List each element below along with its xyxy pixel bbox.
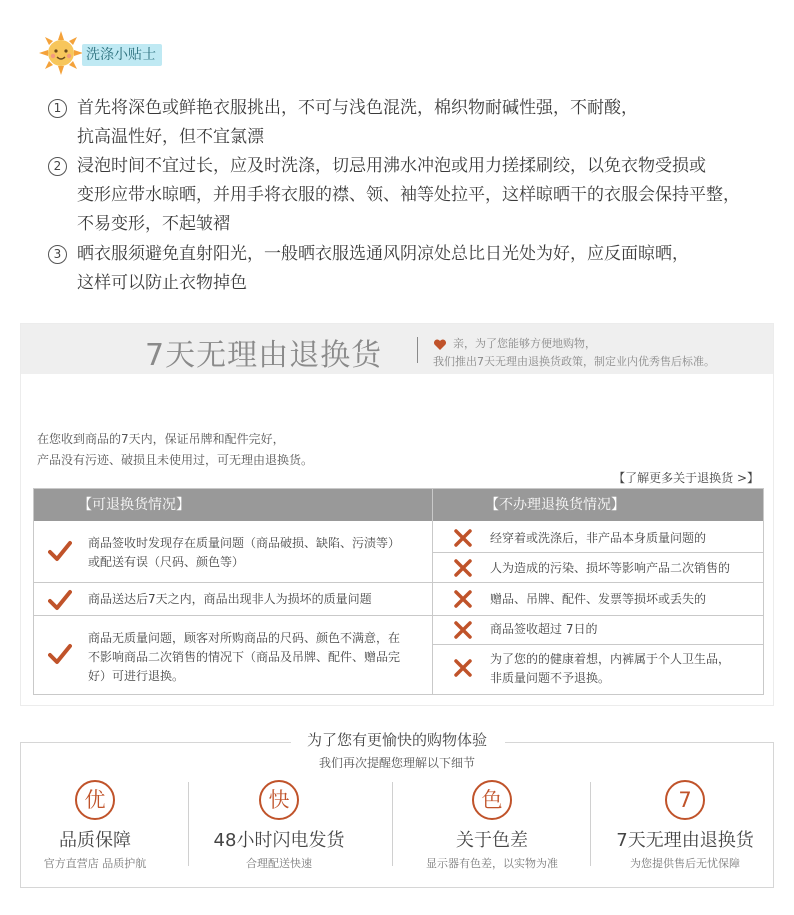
color-icon: 色 [472, 780, 512, 820]
non-returnable-condition: 商品签收超过 7日的 [490, 622, 598, 636]
policy-banner-subtitle: 亲，为了您能够方便地购物， [453, 337, 596, 350]
experience-title: 为了您有更愉快的购物体验 [0, 729, 794, 750]
learn-more-link[interactable]: 【了解更多关于退换货 >】 [613, 471, 759, 485]
row-divider [433, 644, 763, 645]
feature-title: 品质保障 [59, 830, 131, 851]
feature-subtitle: 为您提供售后无忧保障 [630, 857, 740, 870]
feature-quality [0, 780, 190, 871]
feature-subtitle: 官方直营店 品质护航 [43, 857, 147, 870]
tips-header [38, 30, 198, 76]
fast-icon: 快 [259, 780, 299, 820]
cross-icon [454, 559, 472, 577]
feature-7day-return [590, 780, 780, 871]
feature-fast-shipping [184, 780, 374, 871]
policy-banner-title: 7天无理由退换货 [145, 338, 383, 373]
row-divider [433, 552, 763, 553]
feature-divider [392, 782, 393, 866]
tip-line: 这样可以防止衣物掉色 [77, 273, 247, 293]
policy-banner-subtitle: 我们推出7天无理由退换货政策，制定业内优秀售后标准。 [433, 355, 715, 368]
quality-icon: 优 [75, 780, 115, 820]
check-icon [48, 643, 72, 665]
non-returnable-condition: 赠品、吊牌、配件、发票等损坏或丢失的 [490, 592, 707, 606]
tip-line: 变形应带水晾晒，并用手将衣服的襟、领、袖等处拉平，这样晾晒干的衣服会保持平整， [77, 185, 740, 205]
tip-line: 抗高温性好，但不宜氯漂 [77, 127, 264, 147]
column-divider [432, 489, 433, 694]
row-divider [34, 615, 432, 616]
tip-line: 浸泡时间不宜过长，应及时洗涤，切忌用沸水冲泡或用力搓揉刷绞，以免衣物受损或 [77, 156, 706, 176]
feature-subtitle: 显示器有色差，以实物为准 [426, 857, 558, 870]
row-divider [433, 615, 763, 616]
tip-line: 晒衣服须避免直射阳光，一般晒衣服选通风阴凉处总比日光处为好，应反面晾晒， [77, 244, 689, 264]
return-policy-table [33, 488, 764, 695]
experience-subtitle: 我们再次提醒您理解以下细节 [318, 756, 475, 770]
cross-icon [454, 659, 472, 677]
cross-icon [454, 621, 472, 639]
policy-intro-line: 在您收到商品的7天内，保证吊牌和配件完好， [37, 432, 285, 446]
check-icon [48, 540, 72, 562]
check-icon [48, 589, 72, 611]
tip-line: 不易变形，不起皱褶 [77, 214, 230, 234]
non-returnable-condition: 经穿着或洗涤后，非产品本身质量问题的 [490, 531, 707, 545]
returnable-condition: 商品无质量问题，顾客对所购商品的尺码、颜色不满意，在 不影响商品二次销售的情况下（商品及吊牌、配件、赠品完 好）可进行退换。 [88, 631, 401, 683]
tip-number: 2 [48, 157, 67, 176]
sun-icon [38, 30, 84, 76]
feature-title: 7天无理由退换货 [616, 830, 754, 851]
policy-intro-line: 产品没有污迹、破损且未使用过，可无理由退换货。 [37, 453, 314, 467]
tips-title: 洗涤小贴士 [82, 44, 162, 66]
returnable-condition: 商品送达后7天之内，商品出现非人为损坏的质量问题 [88, 592, 372, 606]
feature-title: 48小时闪电发货 [213, 830, 345, 851]
tip-line: 首先将深色或鲜艳衣服挑出，不可与浅色混洗，棉织物耐碱性强，不耐酸， [77, 98, 638, 118]
row-divider [34, 582, 432, 583]
feature-subtitle: 合理配送快速 [246, 857, 312, 870]
cross-icon [454, 529, 472, 547]
row-divider [433, 582, 763, 583]
return-policy-section [20, 323, 774, 706]
heart-icon [433, 338, 447, 352]
policy-banner [21, 324, 773, 374]
feature-title: 关于色差 [456, 830, 528, 851]
banner-divider [417, 337, 418, 363]
returnable-header: 【可退换货情况】 [34, 489, 432, 521]
non-returnable-condition: 人为造成的污染、损坏等影响产品二次销售的 [490, 561, 731, 575]
tip-number: 1 [48, 99, 67, 118]
seven-day-icon: 7 [665, 780, 705, 820]
non-returnable-condition: 为了您的的健康着想，内裤属于个人卫生品， 非质量问题不予退换。 [490, 652, 731, 685]
tip-number: 3 [48, 245, 67, 264]
returnable-condition: 商品签收时发现存在质量问题（商品破损、缺陷、污渍等） 或配送有误（尺码、颜色等） [88, 536, 401, 569]
cross-icon [454, 590, 472, 608]
non-returnable-header: 【不办理退换货情况】 [433, 489, 763, 521]
feature-color-difference [397, 780, 587, 871]
